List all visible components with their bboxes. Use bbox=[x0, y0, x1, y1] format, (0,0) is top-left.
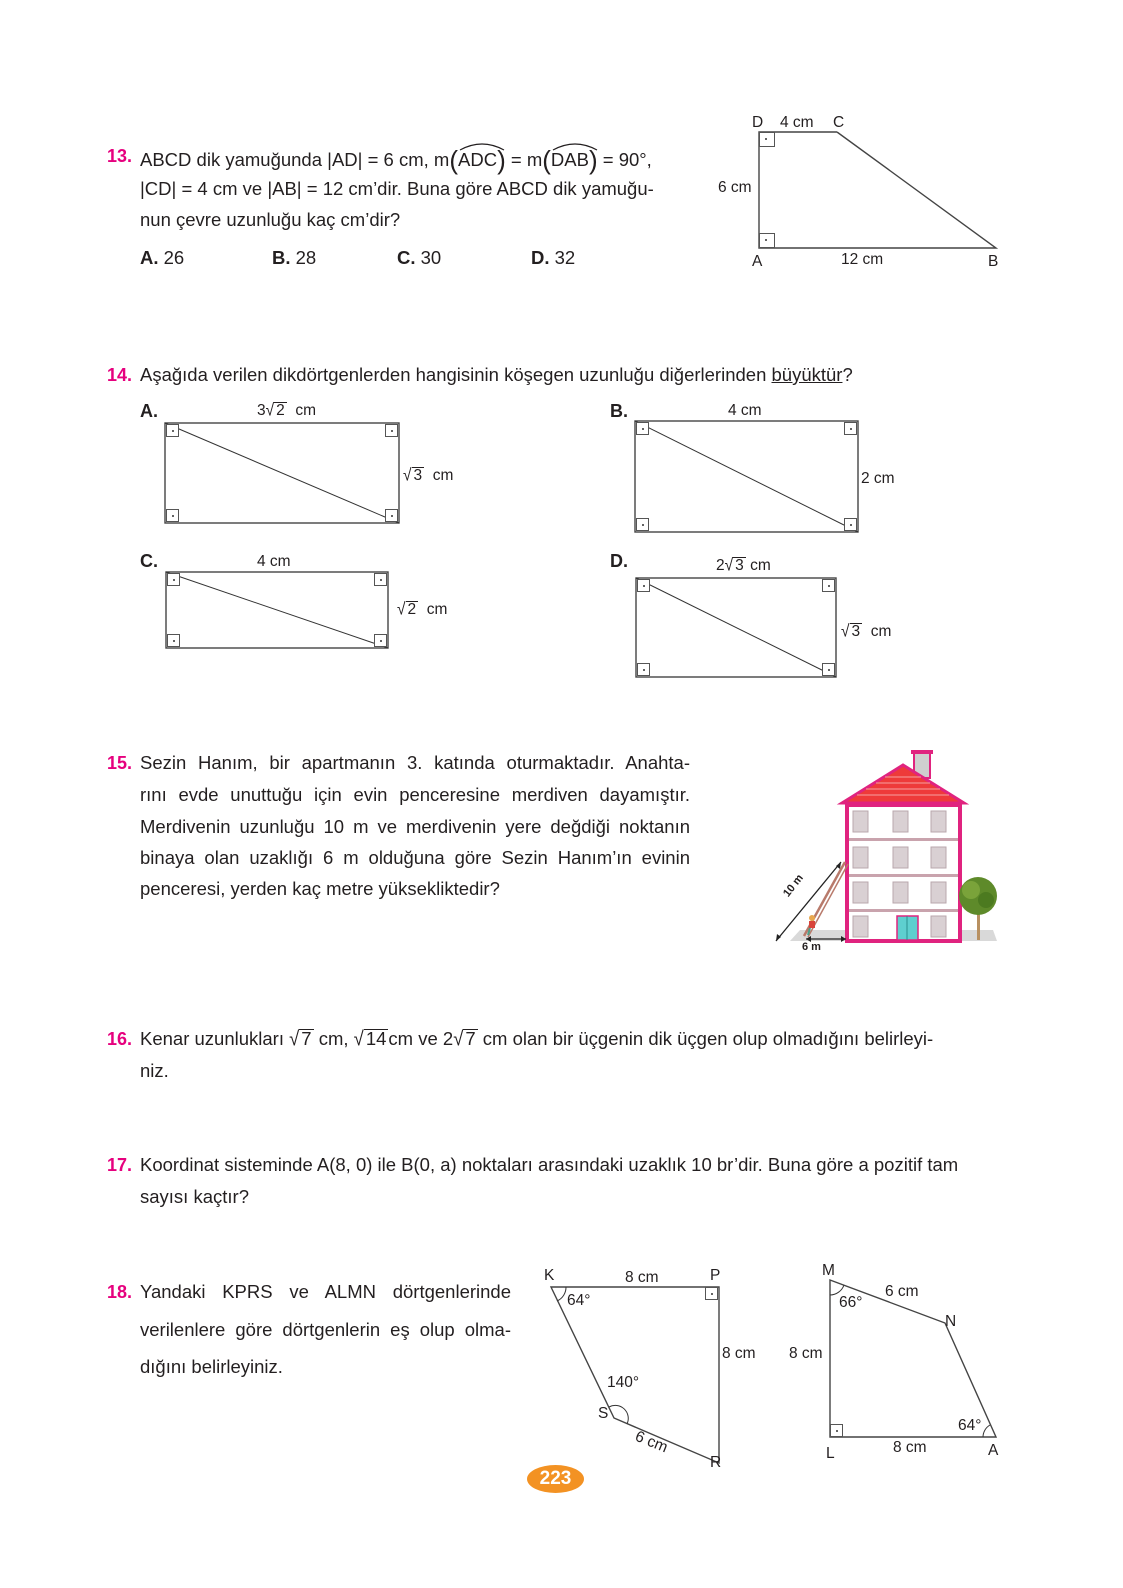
question-text-line: ABCD dik yamuğunda |AD| = 6 cm, m(ADC ) = m(DAB ) = 90°, bbox=[140, 145, 652, 176]
question-text-line: Yandaki KPRS ve ALMN dörtgenlerinde bbox=[140, 1281, 511, 1302]
question-text-line: binaya olan uzaklığı 6 m olduğuna göre Sezin Hanım’ın evinin bbox=[140, 847, 690, 868]
radicand: 3 bbox=[735, 557, 744, 574]
angle-label: ADC bbox=[458, 149, 498, 170]
option-letter: B. bbox=[272, 247, 291, 268]
unit: cm bbox=[870, 623, 892, 640]
question-text-line: penceresi, yerden kaç metre yüksekliktedir? bbox=[140, 878, 500, 899]
angle-label-s: 140° bbox=[607, 1374, 640, 1391]
side-label-mn: 6 cm bbox=[885, 1283, 919, 1300]
question-text-line: verilenlere göre dörtgenlerin eş olup olma- bbox=[140, 1319, 511, 1340]
angle-label-a: 64° bbox=[958, 1417, 982, 1434]
vertex-n: N bbox=[945, 1313, 957, 1330]
right-side-label: √ 2 cm bbox=[397, 600, 448, 619]
text: Kenar uzunlukları bbox=[140, 1028, 290, 1049]
right-angle-marker bbox=[705, 1287, 718, 1300]
ground-distance-label: 6 m bbox=[802, 941, 821, 953]
option-letter: B. bbox=[610, 401, 628, 421]
unit: cm bbox=[295, 402, 317, 419]
radicand: 3 bbox=[413, 467, 423, 484]
question-number: 17. bbox=[107, 1155, 133, 1175]
question-text-line: Merdivenin uzunluğu 10 m ve merdivenin yere değdiği noktanın bbox=[140, 816, 690, 837]
side-label-dc: 4 cm bbox=[780, 114, 814, 131]
text: = 90°, bbox=[597, 149, 652, 170]
question-text-line: Koordinat sisteminde A(8, 0) ile B(0, a) noktaları arasındaki uzaklık 10 br’dir. Buna göre a pozitif tam bbox=[140, 1154, 959, 1175]
option-letter: C. bbox=[140, 551, 158, 571]
side-label-ab: 12 cm bbox=[841, 251, 884, 268]
question-number: 15. bbox=[107, 753, 133, 773]
question-text-line: sayısı kaçtır? bbox=[140, 1186, 249, 1207]
vertex-c: C bbox=[833, 114, 845, 131]
angle-label-k: 64° bbox=[567, 1292, 591, 1309]
text: cm ve 2 bbox=[388, 1028, 454, 1049]
radicand: 7 bbox=[465, 1028, 476, 1049]
question-text-line: nun çevre uzunluğu kaç cm’dir? bbox=[140, 209, 401, 230]
question-text-line: Kenar uzunlukları √ 7 cm, √ 14 cm ve 2√ 7 cm olan bir üçgenin dik üçgen olup olmadığını belirleyi- bbox=[140, 1026, 934, 1050]
top-side-label: 2√ 3 cm bbox=[716, 556, 771, 575]
text: ? bbox=[842, 364, 853, 385]
option-letter: D. bbox=[610, 551, 628, 571]
unit: cm bbox=[432, 467, 454, 484]
radicand: 2 bbox=[276, 402, 285, 419]
text: cm, bbox=[313, 1028, 354, 1049]
side-label-kp: 8 cm bbox=[625, 1269, 659, 1286]
text: Aşağıda verilen dikdörtgenlerden hangisinin köşegen uzunluğu diğerlerinden bbox=[140, 364, 772, 385]
angle-label: DAB bbox=[550, 149, 589, 170]
coef: 2 bbox=[716, 557, 725, 574]
question-number: 18. bbox=[107, 1282, 133, 1302]
question-text-line: niz. bbox=[140, 1060, 169, 1081]
text: cm olan bir üçgenin dik üçgen olup olmadığını belirleyi- bbox=[477, 1028, 934, 1049]
underlined-text: büyüktür bbox=[771, 364, 843, 385]
option-value: 28 bbox=[295, 247, 317, 268]
right-side-label: √ 3 cm bbox=[841, 622, 892, 641]
vertex-b: B bbox=[988, 253, 999, 270]
page-number-badge: 223 bbox=[527, 1465, 584, 1493]
option-letter: C. bbox=[397, 247, 416, 268]
ladder-length-label: 10 m bbox=[781, 872, 806, 900]
option-value: 30 bbox=[420, 247, 442, 268]
radicand: 3 bbox=[851, 623, 861, 640]
vertex-l: L bbox=[826, 1445, 835, 1462]
side-label-la: 8 cm bbox=[893, 1439, 927, 1456]
option-letter: A. bbox=[140, 247, 159, 268]
radicand: 14 bbox=[365, 1028, 387, 1049]
question-text-line: |CD| = 4 cm ve |AB| = 12 cm’dir. Buna göre ABCD dik yamuğu- bbox=[140, 178, 654, 199]
text: = m bbox=[505, 149, 543, 170]
vertex-a: A bbox=[752, 253, 763, 270]
question-number: 13. bbox=[107, 146, 133, 166]
radicand: 2 bbox=[407, 601, 417, 618]
right-side-label: √ 3 cm bbox=[403, 466, 454, 485]
radicand: 7 bbox=[301, 1028, 312, 1049]
top-side-label: 3√ 2 cm bbox=[257, 401, 317, 420]
vertex-p: P bbox=[710, 1267, 721, 1284]
unit: cm bbox=[750, 557, 771, 574]
option-letter: D. bbox=[531, 247, 550, 268]
vertex-r: R bbox=[710, 1454, 722, 1471]
angle-label-m: 66° bbox=[839, 1294, 863, 1311]
side-label-pr: 8 cm bbox=[722, 1345, 756, 1362]
vertex-m: M bbox=[822, 1262, 835, 1279]
option-letter: A. bbox=[140, 401, 158, 421]
vertex-s: S bbox=[598, 1405, 609, 1422]
option-value: 26 bbox=[163, 247, 185, 268]
question-number: 14. bbox=[107, 365, 133, 385]
side-label-ml: 8 cm bbox=[789, 1345, 823, 1362]
side-label-ad: 6 cm bbox=[718, 179, 752, 196]
unit: cm bbox=[426, 601, 448, 618]
question-text-line: rını evde unuttuğu için evin penceresine merdiven dayamıştır. bbox=[140, 784, 690, 805]
side-label-sr: 6 cm bbox=[632, 1428, 671, 1457]
question-text-line: dığını belirleyiniz. bbox=[140, 1356, 283, 1377]
vertex-d: D bbox=[752, 114, 764, 131]
question-number: 16. bbox=[107, 1029, 133, 1049]
question-text-line: Sezin Hanım, bir apartmanın 3. katında oturmaktadır. Anahta- bbox=[140, 752, 690, 773]
right-side-label: 2 cm bbox=[861, 470, 895, 487]
vertex-a: A bbox=[988, 1442, 999, 1459]
text: ABCD dik yamuğunda |AD| = 6 cm, m bbox=[140, 149, 450, 170]
top-side-label: 4 cm bbox=[728, 402, 762, 419]
option-value: 32 bbox=[554, 247, 576, 268]
top-side-label: 4 cm bbox=[257, 553, 291, 570]
vertex-k: K bbox=[544, 1267, 555, 1284]
coef: 3 bbox=[257, 402, 266, 419]
right-angle-marker bbox=[830, 1424, 843, 1437]
